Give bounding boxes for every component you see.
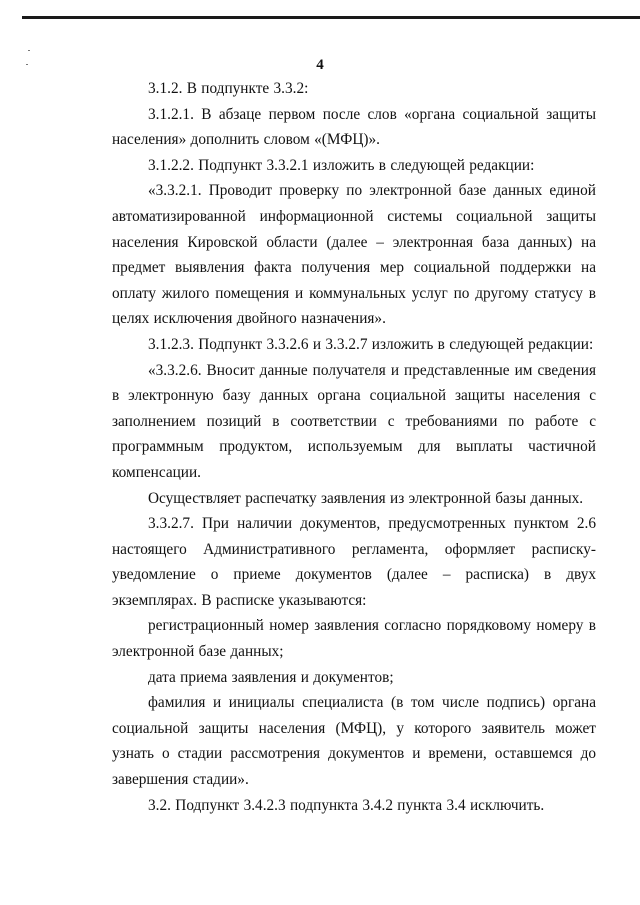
paragraph: регистрационный номер заявления согласно порядковому номеру в электронной базе данных; — [112, 617, 596, 661]
paragraph: 3.3.2.7. При наличии документов, предусмотренных пунктом 2.6 настоящего Административного регламента, оформляет расписку-уведомление о приеме документов (далее – расписка) в двух экземплярах. В расписке указываются: — [112, 515, 596, 609]
paragraph: 3.1.2.2. Подпункт 3.3.2.1 изложить в следующей редакции: — [148, 156, 535, 174]
paragraph: Осуществляет распечатку заявления из электронной базы данных. — [148, 489, 584, 507]
scan-speck — [28, 50, 30, 51]
paragraph: «3.3.2.6. Вносит данные получателя и представленные им сведения в электронную базу данных органа социальной защиты населения с заполнением позиций в соответствии с требованиями по работе с программным продуктом, используемым для выплаты частичной компенсации. — [112, 361, 596, 481]
paragraph: 3.2. Подпункт 3.4.2.3 подпункта 3.4.2 пункта 3.4 исключить. — [148, 796, 545, 814]
paragraph: дата приема заявления и документов; — [148, 668, 394, 686]
page-number: 4 — [316, 57, 324, 73]
paragraph: «3.3.2.1. Проводит проверку по электронной базе данных единой автоматизированной информационной системы социальной защиты населения Кировской области (далее – электронная база данных) на предмет выявления факта получения мер социальной поддержки на оплату жилого помещения и коммунальных услуг по другому статусу в целях исключения двойного назначения». — [112, 182, 596, 328]
paragraph: 3.1.2. В подпункте 3.3.2: — [148, 80, 309, 97]
document-body — [112, 76, 596, 818]
paragraph: 3.1.2.1. В абзаце первом после слов «органа социальной защиты населения» дополнить словом «(МФЦ)». — [112, 105, 596, 149]
top-border-line — [22, 16, 640, 19]
paragraph: фамилия и инициалы специалиста (в том числе подпись) органа социальной защиты населения (МФЦ), у которого заявитель может узнать о стадии рассмотрения документов и времени, оставшемся до завершения стадии». — [112, 694, 596, 789]
paragraph: 3.1.2.3. Подпункт 3.3.2.6 и 3.3.2.7 изложить в следующей редакции: — [148, 335, 594, 353]
